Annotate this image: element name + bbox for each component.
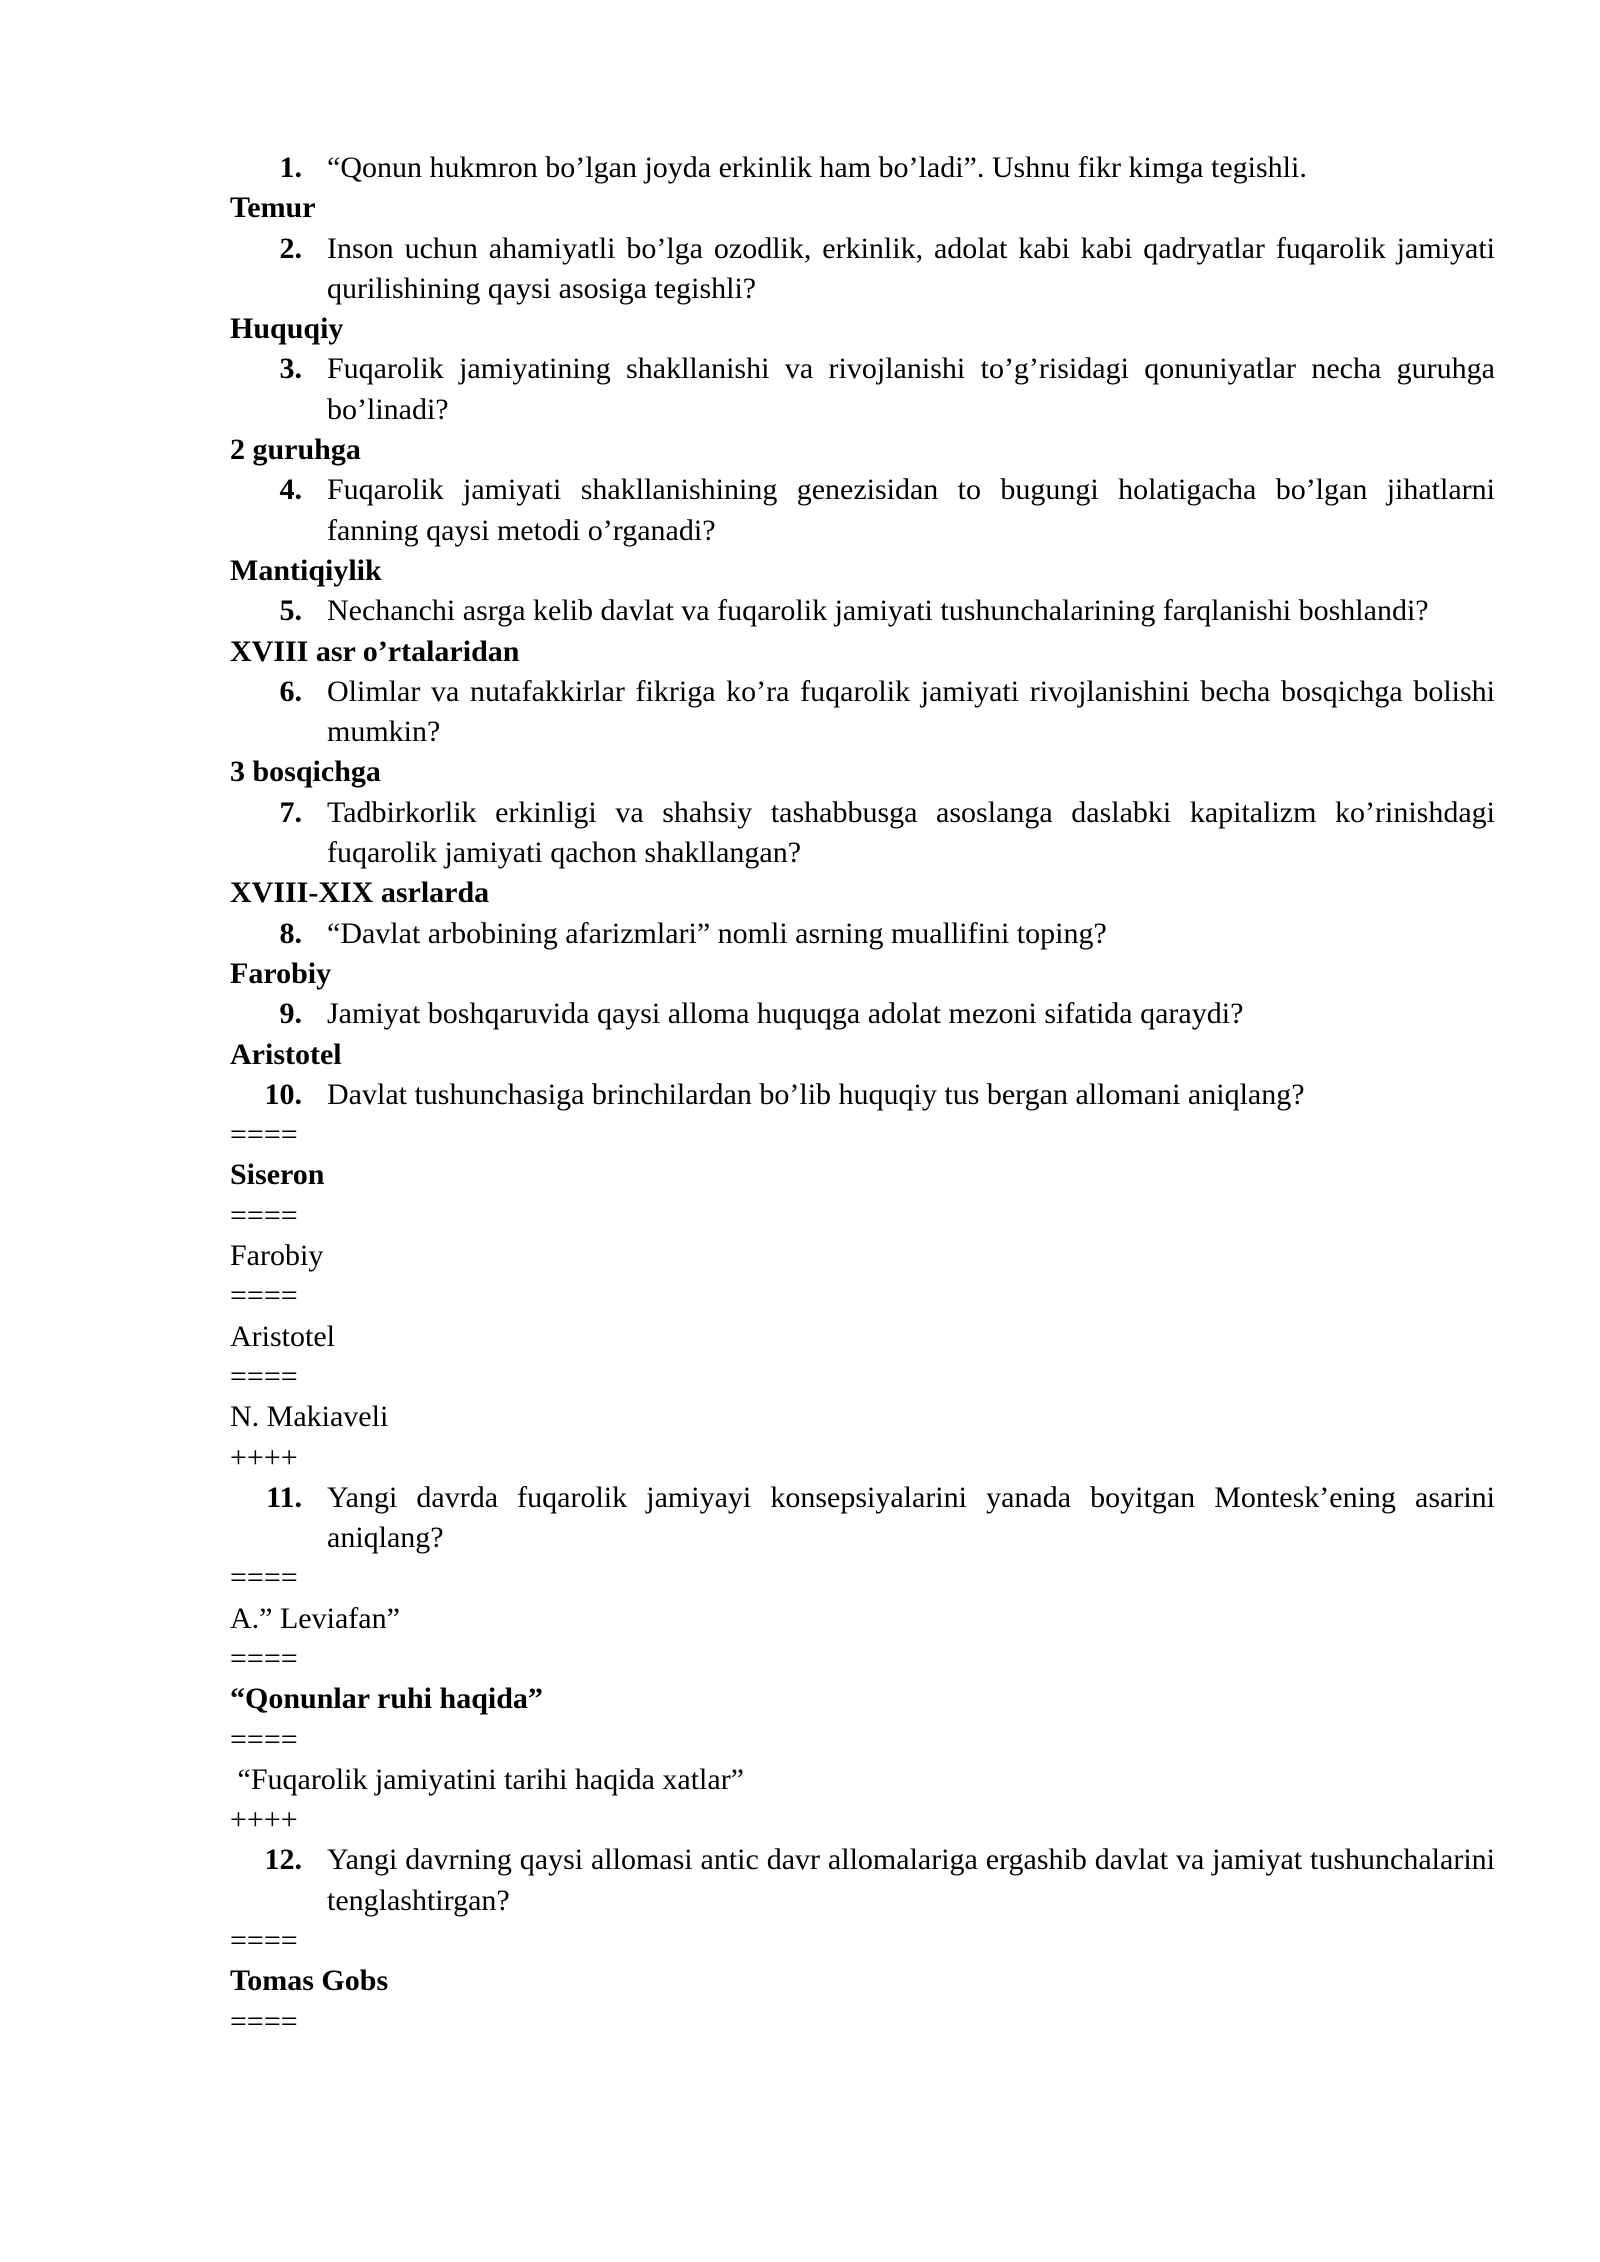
separator-line: ==== (230, 1561, 298, 1595)
question-text: Inson uchun ahamiyatli bo’lga ozodlik, erkinlik, adolat kabi kabi qadryatlar fuqarolik jamiyati qurilishining qaysi asosiga tegishli? (327, 231, 1495, 305)
answer-line: Mantiqiylik (230, 553, 382, 587)
separator-line: ++++ (230, 1803, 298, 1837)
separator-line: ==== (230, 1641, 298, 1675)
question-item (279, 672, 1495, 753)
answer-line: “Fuqarolik jamiyatini tarihi haqida xatlar” (230, 1762, 744, 1796)
question-number: 7. (279, 795, 302, 829)
answer-line: XVIII-XIX asrlarda (230, 876, 490, 910)
question-item (279, 994, 1495, 1034)
question-text: “Davlat arbobining afarizmlari” nomli asrning muallifini toping? (327, 916, 1107, 950)
question-number: 2. (279, 231, 302, 265)
answer-line: Huquqiy (230, 312, 344, 346)
question-item (279, 470, 1495, 551)
question-text: Fuqarolik jamiyati shakllanishining genezisidan to bugungi holatigacha bo’lgan jihatlarni fanning qaysi metodi o’rganadi? (327, 473, 1495, 547)
question-item (279, 914, 1495, 954)
question-text: Nechanchi asrga kelib davlat va fuqarolik jamiyati tushunchalarining farqlanishi boshlandi? (327, 594, 1429, 628)
question-number: 11. (266, 1480, 302, 1514)
answer-line: Tomas Gobs (230, 1964, 389, 1998)
question-text: Yangi davrda fuqarolik jamiyayi konsepsiyalarini yanada boyitgan Montesk’ening asarini aniqlang? (327, 1480, 1495, 1555)
question-text: Davlat tushunchasiga brinchilardan bo’lib huquqiy tus bergan allomani aniqlang? (327, 1077, 1305, 1111)
answer-line: Aristotel (230, 1319, 335, 1353)
question-text: “Qonun hukmron bo’lgan joyda erkinlik ham bo’ladi”. Ushnu fikr kimga tegishli. (327, 151, 1307, 184)
question-item (279, 148, 1495, 188)
separator-line: ==== (230, 1118, 298, 1152)
question-item (266, 1478, 1495, 1559)
question-item (264, 1840, 1495, 1921)
separator-line: ==== (230, 1924, 298, 1958)
answer-line: XVIII asr o’rtalaridan (230, 634, 520, 668)
question-number: 4. (279, 473, 302, 507)
question-number: 10. (264, 1077, 302, 1111)
question-text: Tadbirkorlik erkinligi va shahsiy tashabbusga asoslanga daslabki kapitalizm ko’rinishdagi fuqarolik jamiyati qachon shakllangan? (327, 795, 1495, 870)
separator-line: ==== (230, 1722, 298, 1756)
question-item (279, 349, 1495, 430)
answer-line: Farobiy (230, 1239, 324, 1273)
question-item (279, 591, 1495, 631)
question-number: 8. (279, 916, 302, 950)
answer-line: A.” Leviafan” (230, 1601, 400, 1635)
question-number: 6. (279, 674, 302, 708)
separator-line: ==== (230, 1359, 298, 1393)
question-text: Fuqarolik jamiyatining shakllanishi va rivojlanishi to’g’risidagi qonuniyatlar necha guruhga bo’linadi? (327, 352, 1495, 426)
question-number: 5. (279, 594, 302, 628)
question-text: Olimlar va nutafakkirlar fikriga ko’ra fuqarolik jamiyati rivojlanishini becha bosqichga bolishi mumkin? (327, 674, 1495, 749)
separator-line: ==== (230, 2004, 298, 2038)
document-page (230, 148, 1495, 2042)
question-number: 9. (279, 997, 302, 1031)
answer-line: Siseron (230, 1158, 325, 1192)
separator-line: ==== (230, 1198, 298, 1232)
question-text: Jamiyat boshqaruvida qaysi alloma huquqga adolat mezoni sifatida qaraydi? (327, 997, 1244, 1031)
question-text: Yangi davrning qaysi allomasi antic davr allomalariga ergashib davlat va jamiyat tushunchalarini tenglashtirgan? (327, 1843, 1495, 1917)
question-item (264, 1075, 1495, 1115)
answer-line: 2 guruhga (230, 433, 361, 467)
answer-line: Aristotel (230, 1037, 342, 1071)
answer-line: Temur (230, 191, 316, 225)
question-item (279, 793, 1495, 874)
question-number: 3. (279, 352, 302, 386)
answer-line: “Qonunlar ruhi haqida” (230, 1682, 543, 1716)
answer-line: 3 bosqichga (230, 755, 381, 789)
answer-line: N. Makiaveli (230, 1400, 389, 1434)
question-number: 1. (279, 151, 302, 184)
question-item (279, 229, 1495, 310)
separator-line: ++++ (230, 1440, 298, 1474)
answer-line: Farobiy (230, 956, 332, 990)
question-number: 12. (264, 1843, 302, 1877)
separator-line: ==== (230, 1279, 298, 1313)
